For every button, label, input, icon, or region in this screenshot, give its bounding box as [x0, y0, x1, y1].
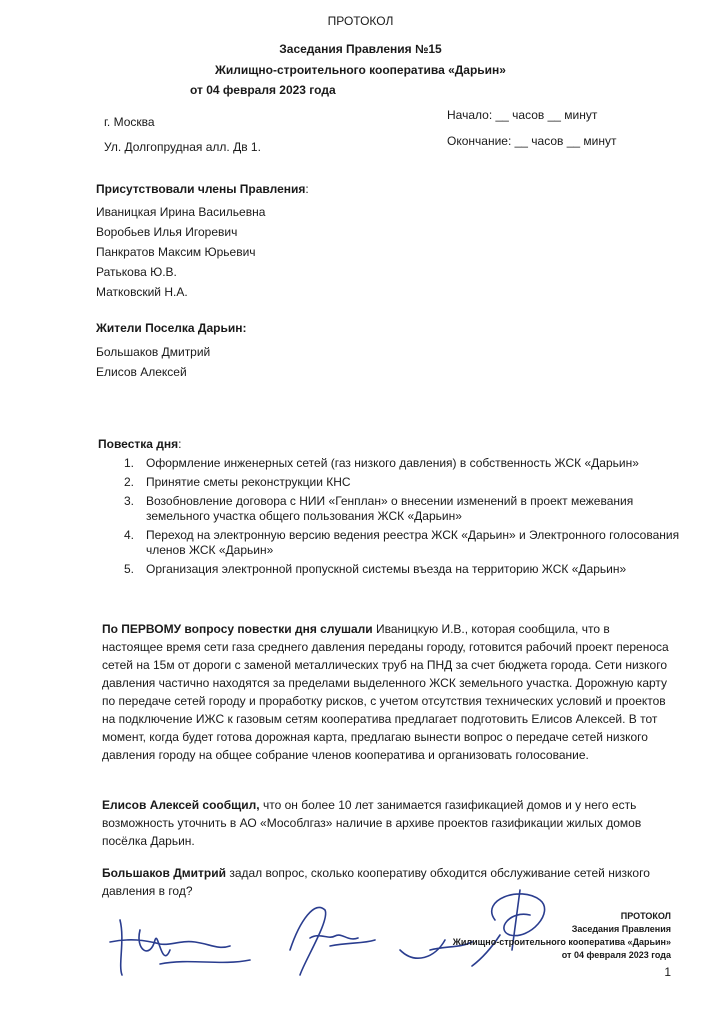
agenda-item: [124, 456, 684, 471]
discussion-text: Иваницкую И.В., которая сообщила, что в настоящее время сети газа среднего давления переданы городу, готовится рабочий проект переноса сетей на 15м от дороги с заменой металлических труб на ПНД за счет бюджета города. Сети низкого давления частично находятся за пределами выделенного ЖСК земельного участка. Дорожную карту по передаче сетей городу и проработку рисков, с учетом отсутствия технических условий и проектов на подключение ИЖС к газовым сетям кооператива предлагает подготовить Елисов Алексей. В тот момент, когда будет готова дорожная карта, предлагаю вынести вопрос о передаче сетей низкого давления городу на общее собрание членов кооператива и организовать голосование.: [102, 622, 669, 762]
agenda-heading-colon: :: [178, 437, 182, 451]
residents-list: [96, 342, 210, 382]
agenda-item: [124, 528, 684, 558]
list-item: Ратькова Ю.В.: [96, 265, 177, 279]
org-title: Жилищно-строительного кооператива «Дарьин»: [215, 63, 506, 77]
board-heading: [96, 182, 309, 197]
agenda-item-text: Принятие сметы реконструкции КНС: [146, 475, 351, 489]
agenda-item-number: 3.: [124, 494, 135, 508]
discussion-paragraph-first-question: [102, 620, 672, 764]
discussion-lead: По ПЕРВОМУ вопросу повестки дня слушали: [102, 622, 373, 636]
agenda-item-number: 4.: [124, 528, 135, 542]
end-time: Окончание: __ часов __ минут: [447, 134, 617, 148]
signature-2: [290, 907, 375, 975]
footer-block: [453, 910, 671, 982]
agenda-item-text: Организация электронной пропускной системы въезда на территорию ЖСК «Дарьин»: [146, 562, 627, 576]
agenda-item: [124, 475, 684, 490]
agenda-heading: [98, 437, 181, 452]
list-item: Елисов Алексей: [96, 365, 187, 379]
discussion-lead: Елисов Алексей сообщил,: [102, 798, 260, 812]
agenda-item-number: 5.: [124, 562, 135, 576]
agenda-item: [124, 562, 684, 577]
agenda-heading-text: Повестка дня: [98, 437, 179, 451]
agenda-item-text: Оформление инженерных сетей (газ низкого давления) в собственность ЖСК «Дарьин»: [146, 456, 639, 470]
agenda-item-text: Переход на электронную версию ведения реестра ЖСК «Дарьин» и Электронного голосования членов ЖСК «Дарьин»: [146, 528, 680, 557]
list-item: Большаков Дмитрий: [96, 345, 211, 359]
discussion-text: что он более 10 лет занимается газификацией домов и у него есть возможность уточнить в АО «Мособлгаз» наличие в архиве проектов газификации жилых домов посёлка Дарьин.: [102, 798, 642, 848]
agenda-item-number: 1.: [124, 456, 135, 470]
city: г. Москва: [104, 115, 155, 129]
list-item: Матковский Н.А.: [96, 285, 188, 299]
meeting-title: Заседания Правления №15: [279, 42, 442, 56]
footer-doc-type: ПРОТОКОЛ: [620, 911, 671, 921]
list-item: Иваницкая Ирина Васильевна: [96, 205, 266, 219]
discussion-paragraph-elisov: [102, 796, 672, 850]
board-heading-colon: :: [305, 182, 309, 196]
signature-1: [110, 920, 250, 975]
meeting-date: от 04 февраля 2023 года: [190, 83, 336, 97]
address: Ул. Долгопрудная алл. Дв 1.: [104, 140, 261, 154]
agenda-item-number: 2.: [124, 475, 135, 489]
doc-type-title: ПРОТОКОЛ: [327, 14, 394, 28]
agenda-item: [124, 494, 684, 524]
discussion-text: задал вопрос, сколько кооперативу обходится обслуживание сетей низкого давления в год?: [102, 866, 650, 898]
footer-meeting: Заседания Правления: [571, 924, 671, 935]
footer-org: Жилищно-строительного кооператива «Дарьин»: [452, 937, 671, 948]
residents-heading: Жители Поселка Дарьин:: [96, 321, 247, 335]
page-number: 1: [664, 965, 671, 980]
start-time: Начало: __ часов __ минут: [447, 108, 598, 122]
agenda-item-text: Возобновление договора с НИИ «Генплан» о внесении изменений в проект межевания земельного участка общего пользования ЖСК «Дарьин»: [146, 494, 634, 523]
list-item: Панкратов Максим Юрьевич: [96, 245, 256, 259]
board-member-list: [96, 202, 265, 302]
list-item: Воробьев Илья Игоревич: [96, 225, 238, 239]
discussion-lead: Большаков Дмитрий: [102, 866, 226, 880]
board-heading-text: Присутствовали члены Правления: [96, 182, 306, 196]
agenda-list: [124, 456, 684, 581]
footer-date: от 04 февраля 2023 года: [561, 950, 671, 961]
